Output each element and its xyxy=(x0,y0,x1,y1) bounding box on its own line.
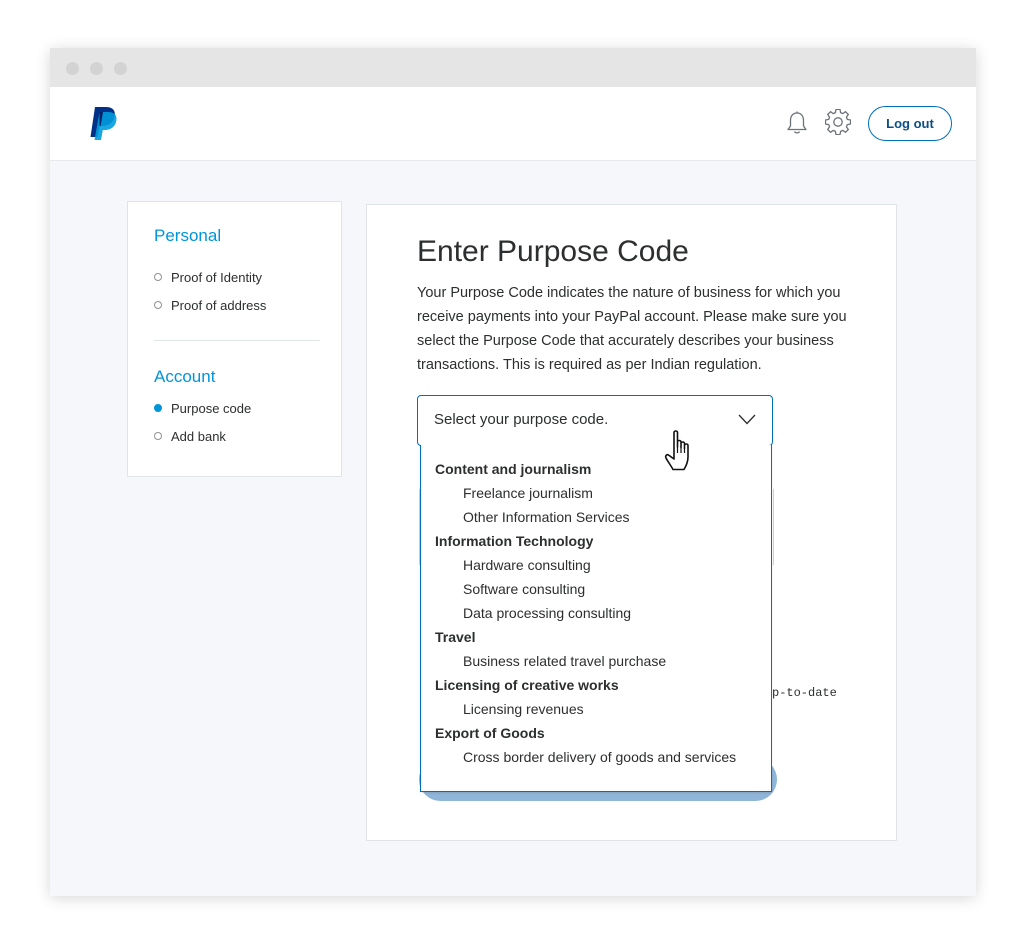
dropdown-option[interactable]: Cross border delivery of goods and services xyxy=(463,749,737,765)
dropdown-option[interactable]: Business related travel purchase xyxy=(463,653,667,669)
top-navigation xyxy=(50,87,976,161)
paypal-logo[interactable] xyxy=(89,105,119,141)
step-purpose-code[interactable] xyxy=(154,401,251,416)
page-title: Enter Purpose Code xyxy=(417,235,689,268)
section-title-account: Account xyxy=(154,367,216,386)
step-add-bank[interactable] xyxy=(154,429,226,444)
select-placeholder: Select your purpose code. xyxy=(434,411,609,428)
dropdown-option[interactable]: Software consulting xyxy=(463,581,586,597)
sidebar-divider xyxy=(154,340,320,341)
purpose-code-dropdown xyxy=(420,445,772,792)
page-description: Your Purpose Code indicates the nature of business for which you receive payments into your PayPal account. Please make sure you select the Purpose Code that accurately describes your business transactions. This is required as per Indian regulation. xyxy=(417,285,847,373)
option-group-label: Licensing of creative works xyxy=(435,677,619,693)
step-status-icon xyxy=(154,301,162,309)
hand-pointer-cursor-icon xyxy=(664,429,700,473)
dropdown-option[interactable]: Freelance journalism xyxy=(463,485,593,501)
dropdown-option[interactable]: Data processing consulting xyxy=(463,605,632,621)
gear-icon[interactable] xyxy=(825,109,851,135)
dropdown-option[interactable]: Licensing revenues xyxy=(463,701,584,717)
option-group-label: Information Technology xyxy=(435,533,594,549)
partially-hidden-text: p-to-date xyxy=(772,686,837,700)
step-label: Add bank xyxy=(171,429,226,444)
section-title-personal: Personal xyxy=(154,226,222,245)
bell-icon[interactable] xyxy=(785,110,809,136)
option-group-label: Export of Goods xyxy=(435,725,545,741)
step-proof-of-address[interactable] xyxy=(154,298,266,313)
window-titlebar xyxy=(50,48,976,87)
step-proof-of-identity[interactable] xyxy=(154,270,262,285)
option-group-label: Travel xyxy=(435,629,476,645)
dropdown-option[interactable]: Hardware consulting xyxy=(463,557,591,573)
step-status-icon xyxy=(154,273,162,281)
window-control-dot[interactable] xyxy=(90,62,103,75)
browser-window xyxy=(50,48,976,896)
step-label: Purpose code xyxy=(171,401,252,416)
step-status-icon xyxy=(154,432,162,440)
purpose-code-card xyxy=(366,204,897,841)
purpose-code-select[interactable] xyxy=(417,395,773,446)
progress-sidebar xyxy=(127,201,342,477)
step-label: Proof of Identity xyxy=(171,270,263,285)
logout-button[interactable]: Log out xyxy=(868,106,952,141)
step-label: Proof of address xyxy=(171,298,267,313)
window-control-dot[interactable] xyxy=(66,62,79,75)
chevron-down-icon xyxy=(738,414,756,425)
window-control-dot[interactable] xyxy=(114,62,127,75)
option-group-label: Content and journalism xyxy=(435,461,592,477)
dropdown-option[interactable]: Other Information Services xyxy=(463,509,630,525)
step-active-icon xyxy=(154,404,162,412)
